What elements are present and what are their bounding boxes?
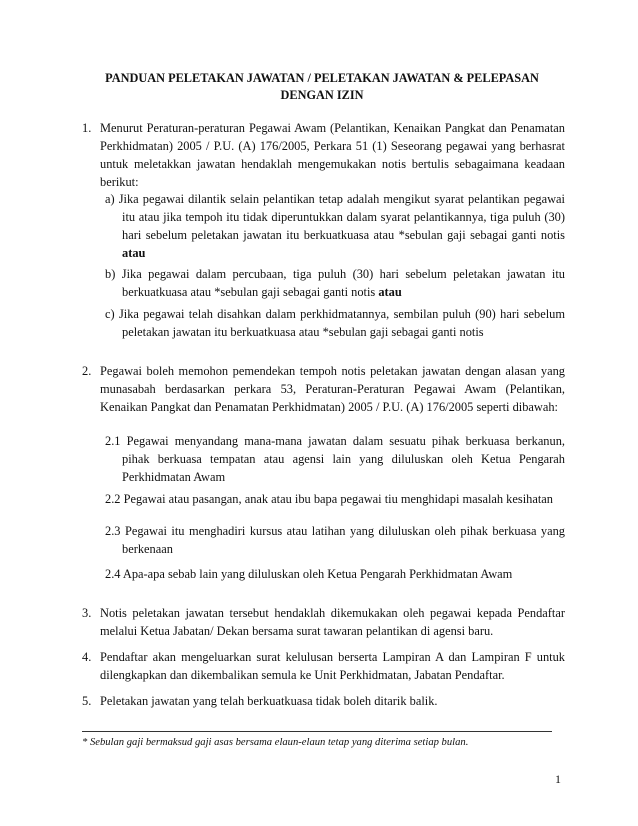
page-number: 1 [555, 772, 561, 786]
paragraph-5 [82, 692, 565, 710]
footnote-divider [82, 731, 552, 732]
subparagraph-text: b) Jika pegawai dalam percubaan, tiga puluh (30) hari sebelum peletakan jawatan itu berkuatkuasa atau *sebulan gaji sebagai ganti notis atau [105, 267, 565, 299]
paragraph-1 [82, 119, 565, 191]
document-title [82, 70, 562, 104]
subparagraph-text: a) Jika pegawai dilantik selain pelantikan tetap adalah mengikut syarat pelantikan pegawai itu atau jika tempoh itu tidak diperuntukkan dalam syarat pelantikannya, tiga puluh (30) hari sebelum peletakan jawatan itu berkuatkuasa atau *sebulan gaji sebagai ganti notis atau [105, 192, 565, 260]
subparagraph-text: c) Jika pegawai telah disahkan dalam perkhidmatannya, sembilan puluh (90) hari sebelum peletakan jawatan itu berkuatkuasa atau *sebulan gaji sebagai ganti notis [105, 307, 565, 339]
subparagraph-text: 2.1 Pegawai menyandang mana-mana jawatan dalam sesuatu pihak berkuasa berkanun, pihak berkuasa tempatan atau agensi lain yang diluluskan oleh Ketua Pengarah Perkhidmatan Awam [105, 434, 565, 484]
subparagraph-1b [104, 265, 565, 301]
subparagraph-2-3 [104, 522, 565, 558]
subparagraph-1c [104, 305, 565, 341]
paragraph-text: Pendaftar akan mengeluarkan surat kelulusan berserta Lampiran A dan Lampiran F untuk dilengkapkan dan dikembalikan semula ke Unit Perkhidmatan, Jabatan Pendaftar. [100, 650, 565, 682]
paragraph-4 [82, 648, 565, 684]
paragraph-text: Menurut Peraturan-peraturan Pegawai Awam (Pelantikan, Kenaikan Pangkat dan Penamatan Perkhidmatan) 2005 / P.U. (A) 176/2005, Perkara 51 (1) Seseorang pegawai yang berhasrat untuk meletakkan jawatan hendaklah mengemukakan notis bertulis sebagaimana keadaan berikut: [100, 121, 565, 189]
paragraph-number: 2. [82, 364, 92, 378]
bold-word: atau [122, 246, 146, 260]
subparagraph-text: 2.2 Pegawai atau pasangan, anak atau ibu bapa pegawai tiu menghidapi masalah kesihatan [105, 492, 553, 506]
paragraph-number: 4. [82, 650, 92, 664]
title-line-2: DENGAN IZIN [280, 88, 364, 102]
paragraph-text: Peletakan jawatan yang telah berkuatkuasa tidak boleh ditarik balik. [100, 694, 438, 708]
paragraph-number: 5. [82, 694, 92, 708]
bold-word: atau [378, 285, 402, 299]
subparagraph-2-4 [104, 565, 565, 583]
paragraph-2 [82, 362, 565, 416]
subparagraph-1a [104, 190, 565, 262]
paragraph-number: 1. [82, 121, 92, 135]
paragraph-text: Pegawai boleh memohon pemendekan tempoh notis peletakan jawatan dengan alasan yang munasabah berdasarkan perkara 53, Peraturan-Peraturan Pegawai Awam (Pelantikan, Kenaikan Pangkat dan Penamatan Perkhidmatan) 2005 / P.U. (A) 176/2005 seperti dibawah: [100, 364, 565, 414]
subparagraph-text: 2.3 Pegawai itu menghadiri kursus atau latihan yang diluluskan oleh pihak berkuasa yang berkenaan [105, 524, 565, 556]
title-line-1: PANDUAN PELETAKAN JAWATAN / PELETAKAN JAWATAN & PELEPASAN [105, 71, 539, 85]
footnote: * Sebulan gaji bermaksud gaji asas bersama elaun-elaun tetap yang diterima setiap bulan. [82, 737, 469, 748]
paragraph-3 [82, 604, 565, 640]
paragraph-text: Notis peletakan jawatan tersebut hendaklah dikemukakan oleh pegawai kepada Pendaftar melalui Ketua Jabatan/ Dekan bersama surat tawaran pelantikan di agensi baru. [100, 606, 565, 638]
subparagraph-text: 2.4 Apa-apa sebab lain yang diluluskan oleh Ketua Pengarah Perkhidmatan Awam [105, 567, 513, 581]
subparagraph-2-1 [104, 432, 565, 486]
subparagraph-2-2 [104, 490, 565, 508]
paragraph-number: 3. [82, 606, 92, 620]
